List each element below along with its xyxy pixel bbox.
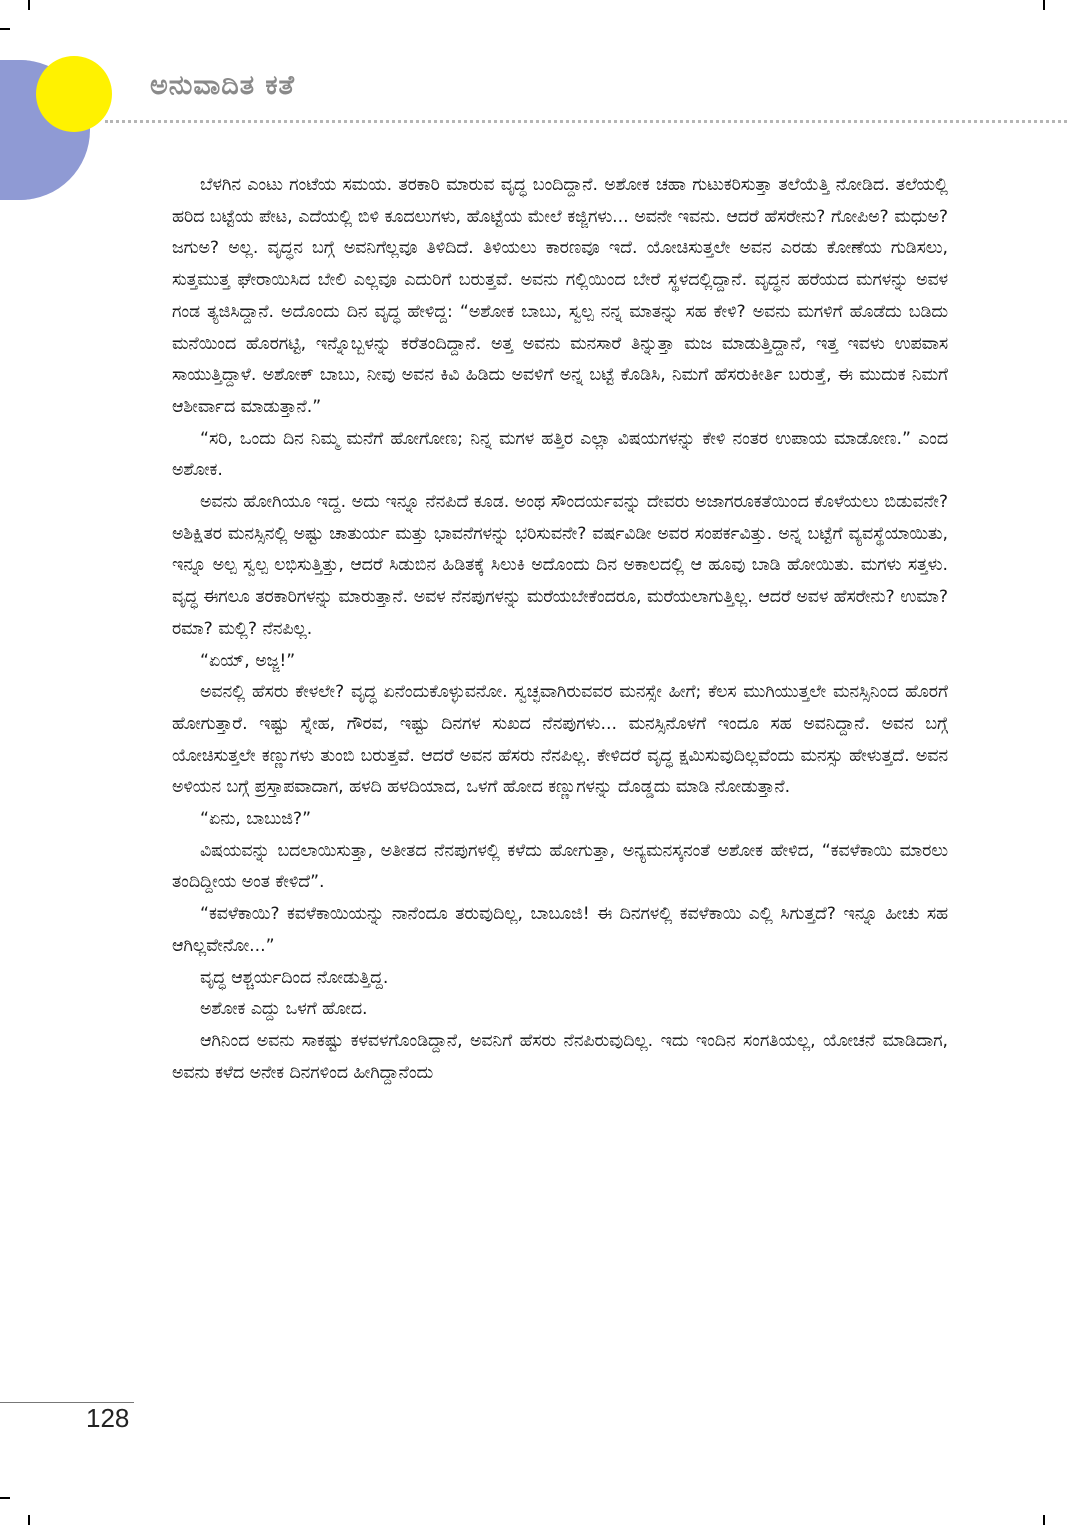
story-body: [172, 170, 948, 1089]
header-dotted-rule: [105, 120, 1067, 123]
paragraph: “ಏಯ್, ಅಜ್ಜ!”: [200, 650, 296, 671]
paragraph: “ಸರಿ, ಒಂದು ದಿನ ನಿಮ್ಮ ಮನೆಗೆ ಹೋಗೋಣ; ನಿನ್ನ ಮಗಳ ಹತ್ತಿರ ಎಲ್ಲಾ ವಿಷಯಗಳನ್ನು ಕೇಳಿ ನಂತರ ಉಪಾಯ ಮಾಡೋಣ.” ಎಂದ ಅಶೋಕ.: [172, 428, 948, 481]
paragraph: ವೃದ್ಧ ಆಶ್ಚರ್ಯದಿಂದ ನೋಡುತ್ತಿದ್ದ.: [200, 967, 389, 988]
crop-mark: [1043, 1515, 1045, 1525]
crop-mark: [28, 0, 30, 10]
paragraph: ಆಗಿನಿಂದ ಅವನು ಸಾಕಷ್ಟು ಕಳವಳಗೊಂಡಿದ್ದಾನೆ, ಅವನಿಗೆ ಹೆಸರು ನೆನಪಿರುವುದಿಲ್ಲ. ಇದು ಇಂದಿನ ಸಂಗತಿಯಲ್ಲ, ಯೋಚನೆ ಮಾಡಿದಾಗ, ಅವನು ಕಳೆದ ಅನೇಕ ದಿನಗಳಿಂದ ಹೀಗಿದ್ದಾನೆಂದು: [172, 1030, 948, 1083]
paragraph: ಅವನಲ್ಲಿ ಹೆಸರು ಕೇಳಲೇ? ವೃದ್ಧ ಏನೆಂದುಕೊಳ್ಳುವನೋ. ಸ್ವಚ್ಛವಾಗಿರುವವರ ಮನಸ್ಸೇ ಹೀಗೆ; ಕೆಲಸ ಮುಗಿಯುತ್ತಲೇ ಮನಸ್ಸಿನಿಂದ ಹೊರಗೆ ಹೋಗುತ್ತಾರೆ. ಇಷ್ಟು ಸ್ನೇಹ, ಗೌರವ, ಇಷ್ಟು ದಿನಗಳ ಸುಖದ ನೆನಪುಗಳು... ಮನಸ್ಸಿನೊಳಗೆ ಇಂದೂ ಸಹ ಅವನಿದ್ದಾನೆ. ಅವನ ಬಗ್ಗೆ ಯೋಚಿಸುತ್ತಲೇ ಕಣ್ಣುಗಳು ತುಂಬಿ ಬರುತ್ತವೆ. ಆದರೆ ಅವನ ಹೆಸರು ನೆನಪಿಲ್ಲ. ಕೇಳಿದರೆ ವೃದ್ಧ ಕ್ಷಮಿಸುವುದಿಲ್ಲವೆಂದು ಮನಸ್ಸು ಹೇಳುತ್ತದೆ. ಅವನ ಅಳಿಯನ ಬಗ್ಗೆ ಪ್ರಸ್ತಾಪವಾದಾಗ, ಹಳದಿ ಹಳದಿಯಾದ, ಒಳಗೆ ಹೋದ ಕಣ್ಣುಗಳನ್ನು ದೊಡ್ಡದು ಮಾಡಿ ನೋಡುತ್ತಾನೆ.: [172, 682, 948, 798]
crop-mark: [0, 28, 10, 30]
section-title: ಅನುವಾದಿತ ಕತೆ: [150, 70, 295, 101]
paragraph: ವಿಷಯವನ್ನು ಬದಲಾಯಿಸುತ್ತಾ, ಅತೀತದ ನೆನಪುಗಳಲ್ಲಿ ಕಳೆದು ಹೋಗುತ್ತಾ, ಅನ್ಯಮನಸ್ಕನಂತೆ ಅಶೋಕ ಹೇಳಿದ, “ಕವಳೆಕಾಯಿ ಮಾರಲು ತಂದಿದ್ದೀಯ ಅಂತ ಕೇಳಿದೆ”.: [172, 840, 948, 893]
crop-mark: [28, 1515, 30, 1525]
header-decoration-yellow: [36, 56, 112, 132]
paragraph: ಅಶೋಕ ಎದ್ದು ಒಳಗೆ ಹೋದ.: [200, 999, 368, 1020]
paragraph: ಬೆಳಗಿನ ಎಂಟು ಗಂಟೆಯ ಸಮಯ. ತರಕಾರಿ ಮಾರುವ ವೃದ್ಧ ಬಂದಿದ್ದಾನೆ. ಅಶೋಕ ಚಹಾ ಗುಟುಕರಿಸುತ್ತಾ ತಲೆಯೆತ್ತಿ ನೋಡಿದ. ತಲೆಯಲ್ಲಿ ಹರಿದ ಬಟ್ಟೆಯ ಪೇಟ, ಎದೆಯಲ್ಲಿ ಬಿಳಿ ಕೂದಲುಗಳು, ಹೊಟ್ಟೆಯ ಮೇಲೆ ಕಜ್ಜಿಗಳು... ಅವನೇ ಇವನು. ಆದರೆ ಹೆಸರೇನು? ಗೋಪಿಅ? ಮಧುಅ? ಜಗುಅ? ಅಲ್ಲ. ವೃದ್ಧನ ಬಗ್ಗೆ ಅವನಿಗೆಲ್ಲವೂ ತಿಳಿದಿದೆ. ತಿಳಿಯಲು ಕಾರಣವೂ ಇದೆ. ಯೋಚಿಸುತ್ತಲೇ ಅವನ ಎರಡು ಕೋಣೆಯ ಗುಡಿಸಲು, ಸುತ್ತಮುತ್ತ ಘೇರಾಯಿಸಿದ ಬೇಲಿ ಎಲ್ಲವೂ ಎದುರಿಗೆ ಬರುತ್ತವೆ. ಅವನು ಗಲ್ಲಿಯಿಂದ ಬೇರೆ ಸ್ಥಳದಲ್ಲಿದ್ದಾನೆ. ವೃದ್ಧನ ಹರೆಯದ ಮಗಳನ್ನು ಅವಳ ಗಂಡ ತ್ಯಜಿಸಿದ್ದಾನೆ. ಅದೊಂದು ದಿನ ವೃದ್ಧ ಹೇಳಿದ್ದ: “ಅಶೋಕ ಬಾಬು, ಸ್ವಲ್ಪ ನನ್ನ ಮಾತನ್ನು ಸಹ ಕೇಳಿ? ಅವನು ಮಗಳಿಗೆ ಹೊಡೆದು ಬಡಿದು ಮನೆಯಿಂದ ಹೊರಗಟ್ಟಿ, ಇನ್ನೊಬ್ಬಳನ್ನು ಕರೆತಂದಿದ್ದಾನೆ. ಅತ್ತ ಅವನು ಮನಸಾರೆ ತಿನ್ನುತ್ತಾ ಮಜ ಮಾಡುತ್ತಿದ್ದಾನೆ, ಇತ್ತ ಇವಳು ಉಪವಾಸ ಸಾಯುತ್ತಿದ್ದಾಳೆ. ಅಶೋಕ್ ಬಾಬು, ನೀವು ಅವನ ಕಿವಿ ಹಿಡಿದು ಅವಳಿಗೆ ಅನ್ನ ಬಟ್ಟೆ ಕೊಡಿಸಿ, ನಿಮಗೆ ಹೆಸರುಕೀರ್ತಿ ಬರುತ್ತೆ, ಈ ಮುದುಕ ನಿಮಗೆ ಆಶೀರ್ವಾದ ಮಾಡುತ್ತಾನೆ.”: [172, 175, 948, 417]
crop-mark: [0, 1497, 10, 1499]
page-number: 128: [86, 1403, 130, 1433]
paragraph: ಅವನು ಹೋಗಿಯೂ ಇದ್ದ. ಅದು ಇನ್ನೂ ನೆನಪಿದೆ ಕೂಡ. ಅಂಥ ಸೌಂದರ್ಯವನ್ನು ದೇವರು ಅಜಾಗರೂಕತೆಯಿಂದ ಕೊಳೆಯಲು ಬಿಡುವನೇ? ಅಶಿಕ್ಷಿತರ ಮನಸ್ಸಿನಲ್ಲಿ ಅಷ್ಟು ಚಾತುರ್ಯ ಮತ್ತು ಭಾವನೆಗಳನ್ನು ಭರಿಸುವನೇ? ವರ್ಷವಿಡೀ ಅವರ ಸಂಪರ್ಕವಿತ್ತು. ಅನ್ನ ಬಟ್ಟೆಗೆ ವ್ಯವಸ್ಥೆಯಾಯಿತು, ಇನ್ನೂ ಅಲ್ಪ ಸ್ವಲ್ಪ ಲಭಿಸುತ್ತಿತ್ತು, ಆದರೆ ಸಿಡುಬಿನ ಹಿಡಿತಕ್ಕೆ ಸಿಲುಕಿ ಅದೊಂದು ದಿನ ಅಕಾಲದಲ್ಲಿ ಆ ಹೂವು ಬಾಡಿ ಹೋಯಿತು. ಮಗಳು ಸತ್ತಳು. ವೃದ್ಧ ಈಗಲೂ ತರಕಾರಿಗಳನ್ನು ಮಾರುತ್ತಾನೆ. ಅವಳ ನೆನಪುಗಳನ್ನು ಮರೆಯಬೇಕೆಂದರೂ, ಮರೆಯಲಾಗುತ್ತಿಲ್ಲ. ಆದರೆ ಅವಳ ಹೆಸರೇನು? ಉಮಾ? ರಮಾ? ಮಲ್ಲಿ? ನೆನಪಿಲ್ಲ.: [172, 492, 948, 639]
paragraph: “ಏನು, ಬಾಬುಜಿ?”: [200, 809, 312, 830]
crop-mark: [1043, 0, 1045, 10]
paragraph: “ಕವಳೆಕಾಯಿ? ಕವಳೆಕಾಯಿಯನ್ನು ನಾನೆಂದೂ ತರುವುದಿಲ್ಲ, ಬಾಬೂಜಿ! ಈ ದಿನಗಳಲ್ಲಿ ಕವಳೆಕಾಯಿ ಎಲ್ಲಿ ಸಿಗುತ್ತದೆ? ಇನ್ನೂ ಹೀಚು ಸಹ ಆಗಿಲ್ಲವೇನೋ...”: [172, 904, 948, 956]
